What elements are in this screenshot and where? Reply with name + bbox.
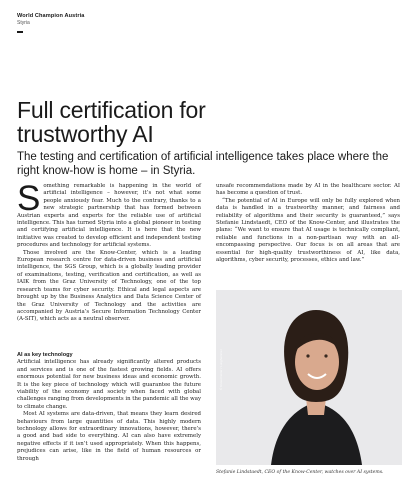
photo-caption: Stefanie Lindstaedt, CEO of the Know-Center, watches over AI systems. xyxy=(216,470,384,475)
article-subtitle: The testing and certification of artificial intelligence takes place where the right know-how is home – in Styria. xyxy=(17,151,389,177)
column-right xyxy=(216,183,400,264)
portrait-illustration xyxy=(216,290,402,465)
paragraph-quote: “The potential of AI in Europe will only be fully explored when data is handled in a trustworthy manner, and fairness and reliability of algorithms and their security is guaranteed,” says Stefanie Lindstaedt, CEO of the Know-Center, and illustrates the plans: “We want to ensure that AI usage is technically compliant, reliable and functions in a non-partisan way with an all-encompassing perspective. Our focus is on all areas that are essential for high-quality trustworthiness of AI, like data, algorithms, cyber security, processes, ethics and law.” xyxy=(216,197,400,264)
drop-cap: S xyxy=(17,179,41,218)
column-left-bottom xyxy=(17,352,201,463)
article-title xyxy=(17,98,397,146)
photo-credit: © Know-Center / Lunghammer xyxy=(219,349,223,390)
intro-text: omething remarkable is happening in the world of artificial intelligence – however, it’s not what some people anxiously fear. Much to the contrary, thanks to a new strategic partnership that has formed between Austrian experts and experts for the reliable use of artificial intelligence. This has turned Styria into a global pioneer in testing and certifying artificial intelligence. It is here that the new initiative was created to develop efficient and independent testing procedures and technology for artificial systems. xyxy=(17,183,201,249)
paragraph-trust: unsafe recommendations made by AI in the healthcare sector. AI has become a question of trust. xyxy=(216,183,400,197)
paragraph-key-technology: Artificial intelligence has already significantly altered products and services and is one of the fastest growing fields. AI offers enormous potential for new business ideas and economic growth. It is the key piece of technology which will guarantee the future viability of the economy and society when faced with global challenges ranging from developments in the pandemic all the way to climate change. xyxy=(17,359,201,410)
paragraph-data-driven: Most AI systems are data-driven, that means they learn desired behaviours from large quantities of data. This highly modern technology allows for extraordinary innovations, however, there’s a good and bad side to everything. AI can also have extremely negative effects if it isn’t used appropriately. When this happens, prejudices can arise, like in the field of human resources or through xyxy=(17,411,201,462)
header-rule xyxy=(17,31,23,33)
publication-name: World Champion Austria xyxy=(17,13,85,19)
column-left-top xyxy=(17,179,201,324)
paragraph-partners: Those involved are the Know-Center, which is a leading European research centre for data-driven business and artificial intelligence, the SGS Group, which is a globally leading provider of examinations, testing, verification and certification, as well as IAIK from the Graz University of Technology, one of the top research teams for cyber security. Ethical and legal aspects are brought up by the Business Analytics and Data Science Center of the Graz University of Technology and the activities are accompanied by Austria’s Secure Information Technology Center (A-SIT), which acts as a neutral observer. xyxy=(17,249,201,323)
title-line-1: Full certification for xyxy=(17,97,206,123)
section-heading: AI as key technology xyxy=(17,352,73,358)
running-header xyxy=(17,13,84,26)
paragraph-intro xyxy=(17,179,201,250)
portrait-photo xyxy=(216,290,402,465)
title-line-2: trustworthy AI xyxy=(17,121,154,147)
region-label: Styria xyxy=(17,20,30,26)
